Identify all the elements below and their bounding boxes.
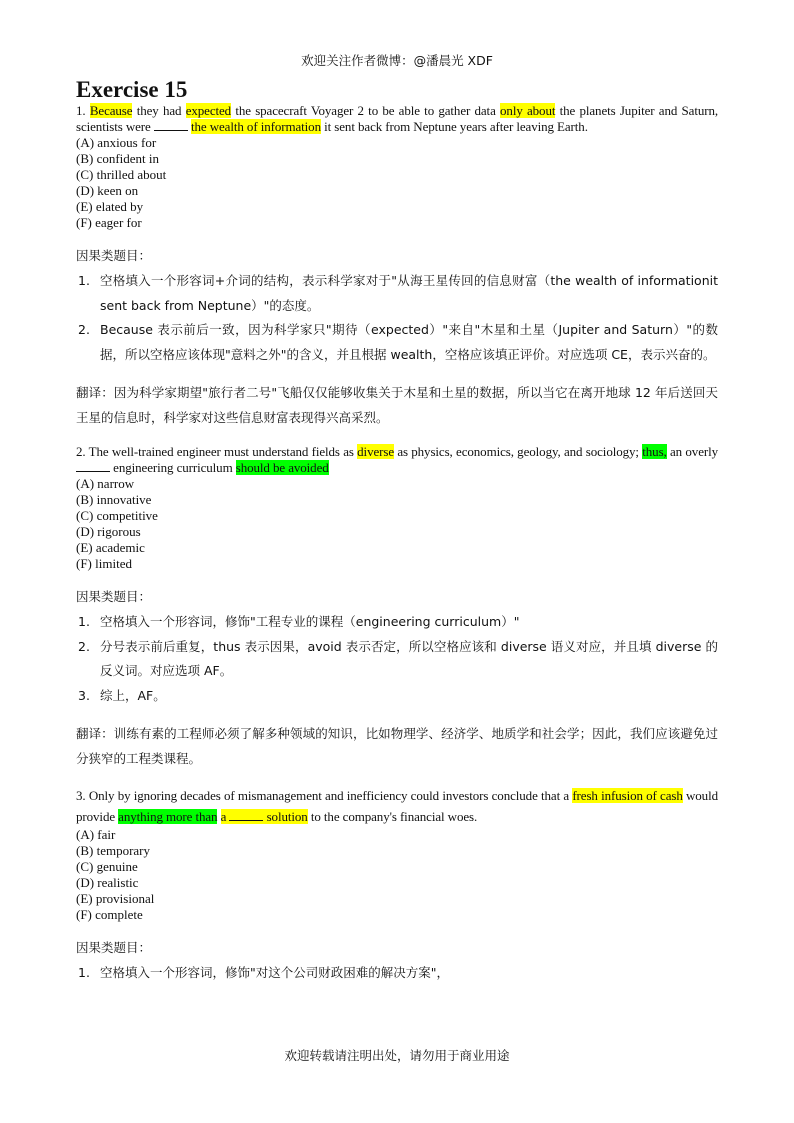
- option-e: (E) academic: [76, 540, 145, 555]
- options-list: [76, 476, 718, 572]
- category-heading: 因果类题目：: [76, 589, 152, 604]
- highlight-should-be-avoided: should be avoided: [235, 460, 329, 475]
- question-2: [76, 444, 718, 476]
- question-text: the spacecraft Voyager 2 to be able to gather data: [231, 103, 501, 118]
- highlight-text: a: [220, 809, 230, 824]
- highlight-thus: thus,: [642, 444, 667, 459]
- question-text: The well-trained engineer must understand fields as: [85, 444, 358, 459]
- question-text: an overly: [666, 444, 718, 459]
- options-list: [76, 827, 718, 923]
- question-text: would provide: [76, 788, 718, 824]
- analysis-item: [76, 269, 718, 318]
- analysis-text: Because 表示前后一致，因为科学家只"期待（expected）"来自"木星和土星（Jupiter and Saturn）"的数据，所以空格应该体现"意料之外"的含义，并且根据 wealth，空格应该填正评价。对应选项 CE，表示兴奋的。: [100, 322, 718, 362]
- option-c: (C) genuine: [76, 859, 138, 874]
- page-footer: 欢迎转载请注明出处，请勿用于商业用途: [284, 1048, 510, 1063]
- option-b: (B) innovative: [76, 492, 152, 507]
- highlight-because: Because: [89, 103, 133, 118]
- question-text: as physics, economics, geology, and sociology;: [394, 444, 643, 459]
- question-text: to the company's financial woes.: [307, 809, 478, 824]
- question-number: 3.: [76, 788, 86, 803]
- analysis-text: 综上，AF。: [100, 687, 166, 703]
- analysis-number: 1.: [78, 614, 90, 629]
- highlight-anything-more-than: anything more than: [118, 809, 218, 824]
- analysis-list: [76, 961, 718, 986]
- question-1: [76, 103, 718, 135]
- option-b: (B) confident in: [76, 151, 160, 166]
- analysis-list: [76, 269, 718, 367]
- option-d: (D) keen on: [76, 183, 139, 198]
- analysis-number: 3.: [78, 687, 90, 703]
- translation: 翻译：因为科学家期望"旅行者二号"飞船仅仅能够收集关于木星和土星的数据，所以当它在离开地球 12 年后送回天王星的信息时，科学家对这些信息财富表现得兴高采烈。: [76, 385, 718, 425]
- question-text: they had: [132, 103, 186, 118]
- option-a: (A) anxious for: [76, 135, 157, 150]
- analysis-text: 空格填入一个形容词，修饰"工程专业的课程（engineering curriculum）": [100, 614, 520, 629]
- question-text: it sent back from Neptune years after leaving Earth.: [320, 119, 588, 134]
- page-content: [76, 77, 718, 986]
- analysis-number: 2.: [78, 322, 90, 337]
- option-b: (B) temporary: [76, 843, 151, 858]
- question-text: the planets Jupiter and Saturn, scientists were: [76, 103, 719, 134]
- analysis-number: 2.: [78, 638, 90, 654]
- highlight-only-about: only about: [500, 103, 556, 118]
- analysis-item: [76, 635, 718, 684]
- analysis-item: [76, 684, 718, 709]
- highlight-wealth: the wealth of information: [190, 119, 321, 134]
- option-e: (E) elated by: [76, 199, 144, 214]
- highlight-solution: [221, 809, 308, 824]
- option-a: (A) fair: [76, 827, 116, 842]
- option-f: (F) eager for: [76, 215, 142, 230]
- question-text: Only by ignoring decades of mismanagement and inefficiency could investors conclude that a: [85, 788, 573, 803]
- analysis-item: [76, 318, 718, 367]
- category-heading: 因果类题目：: [76, 248, 152, 263]
- option-c: (C) competitive: [76, 508, 158, 523]
- options-list: [76, 135, 718, 231]
- answer-blank: [154, 119, 188, 131]
- answer-blank: [229, 809, 263, 821]
- highlight-text: solution: [263, 809, 308, 824]
- translation: 翻译：训练有素的工程师必须了解多种领域的知识，比如物理学、经济学、地质学和社会学；因此，我们应该避免过分狭窄的工程类课程。: [76, 726, 718, 766]
- option-e: (E) provisional: [76, 891, 155, 906]
- option-f: (F) complete: [76, 907, 143, 922]
- option-d: (D) realistic: [76, 875, 139, 890]
- highlight-fresh-infusion: fresh infusion of cash: [572, 788, 683, 803]
- analysis-text: 分号表示前后重复，thus 表示因果，avoid 表示否定，所以空格应该和 diverse 语义对应，并且填 diverse 的反义词。对应选项 AF。: [100, 638, 718, 678]
- analysis-text: 空格填入一个形容词+介词的结构，表示科学家对于"从海王星传回的信息财富（the wealth of informationit sent back from Neptune）"的态度。: [100, 273, 718, 313]
- option-a: (A) narrow: [76, 476, 135, 491]
- option-d: (D) rigorous: [76, 524, 141, 539]
- page-header: 欢迎关注作者微博：@潘晨光 XDF: [301, 53, 493, 68]
- highlight-expected: expected: [185, 103, 232, 118]
- analysis-number: 1.: [78, 273, 90, 288]
- analysis-number: 1.: [78, 965, 90, 980]
- question-3: [76, 785, 718, 827]
- answer-blank: [76, 460, 110, 472]
- exercise-title: Exercise 15: [76, 77, 188, 102]
- analysis-text: 空格填入一个形容词，修饰"对这个公司财政困难的解决方案"，: [100, 965, 450, 980]
- analysis-list: [76, 610, 718, 708]
- question-text: engineering curriculum: [110, 460, 236, 475]
- category-heading: 因果类题目：: [76, 940, 152, 955]
- option-f: (F) limited: [76, 556, 132, 571]
- question-number: 1.: [76, 103, 86, 118]
- analysis-item: [76, 961, 718, 986]
- highlight-diverse: diverse: [357, 444, 394, 459]
- question-number: 2.: [76, 444, 86, 459]
- option-c: (C) thrilled about: [76, 167, 167, 182]
- analysis-item: [76, 610, 718, 635]
